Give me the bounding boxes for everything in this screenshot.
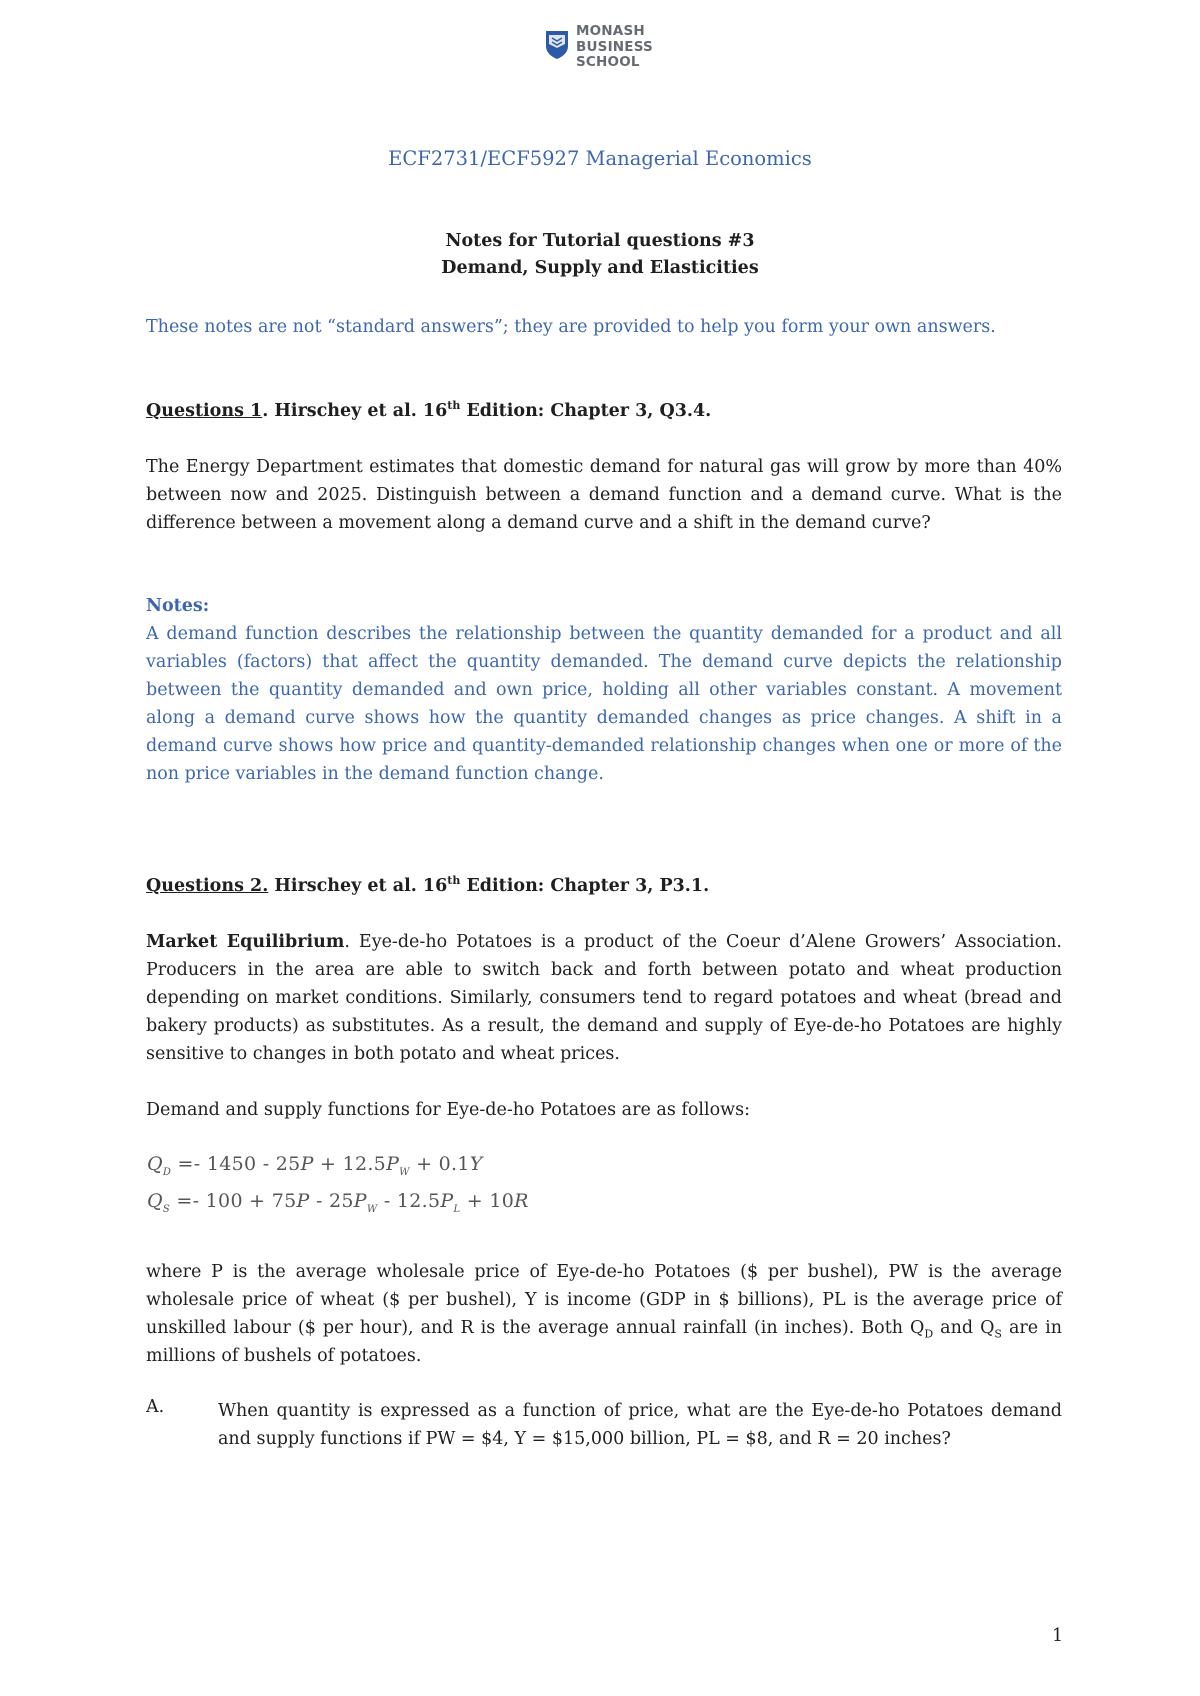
question-1-author: . Hirschey et al. 16 — [262, 401, 448, 421]
question-1-sup: th — [447, 399, 461, 413]
question-2-author: Hirschey et al. 16 — [268, 876, 448, 896]
question-1-label: Questions 1 — [146, 401, 263, 421]
notes-label: Notes: — [146, 596, 210, 616]
item-a-text: When quantity is expressed as a function of price, what are the Eye-de-ho Potatoes demand and supply functions if PW = $4, Y = $15,000 billion, PL = $8, and R = 20 inches? — [218, 1401, 1062, 1449]
functions-intro: Demand and supply functions for Eye-de-ho Potatoes are as follows: — [146, 1100, 750, 1120]
question-1-heading — [146, 397, 1062, 425]
course-title: ECF2731/ECF5927 Managerial Economics — [388, 147, 812, 170]
question-2-heading — [146, 872, 1062, 900]
supply-equation: $Q_S =- 100 + 75P - 25P_W - 12.5P_L + 10R$ — [147, 1190, 529, 1215]
monash-logo — [545, 24, 653, 71]
question-2-label: Questions 2. — [146, 876, 269, 896]
question-2-sup: th — [447, 874, 461, 888]
demand-equation: $Q_D =- 1450 - 25P + 12.5P_W + 0.1Y$ — [147, 1153, 483, 1178]
disclaimer: These notes are not “standard answers”; they are provided to help you form your own answers. — [146, 317, 996, 337]
question-1-source: Edition: Chapter 3, Q3.4. — [460, 401, 712, 421]
notes-text: A demand function describes the relationship between the quantity demanded for a product and all variables (factors) that affect the quantity demanded. The demand curve depicts the relationship between the quantity demanded and own price, holding all other variables constant. A movement along a demand curve shows how the quantity demanded changes as price changes. A shift in a demand curve shows how price and quantity-demanded relationship changes when one or more of the non price variables in the demand function change. — [146, 624, 1062, 784]
notes-title: Notes for Tutorial questions #3 — [445, 231, 755, 251]
question-1-text: The Energy Department estimates that domestic demand for natural gas will grow by more than 40% between now and 2025. Distinguish between a demand function and a demand curve. What is the difference between a movement along a demand curve and a shift in the demand curve? — [146, 457, 1062, 533]
variable-definitions: where P is the average wholesale price of Eye-de-ho Potatoes ($ per bushel), PW is the average wholesale price of wheat ($ per bushel), Y is income (GDP in $ billions), PL is the average price of unskilled labour ($ per hour), and R is the average annual rainfall (in inches). Both $Q_D$ and $Q_S$ are in millions of bushels of potatoes. — [146, 1262, 1062, 1366]
question-2-source: Edition: Chapter 3, P3.1. — [460, 876, 710, 896]
item-a-label: A. — [146, 1397, 165, 1417]
shield-icon — [545, 30, 569, 60]
question-2-intro-text: . Eye-de-ho Potatoes is a product of the Coeur d’Alene Growers’ Association. Producers in the area are able to switch back and forth between potato and wheat production depending on market conditions. Similarly, consumers tend to regard potatoes and wheat (bread and bakery products) as substitutes. As a result, the demand and supply of Eye-de-ho Potatoes are highly sensitive to changes in both potato and wheat prices. — [146, 932, 1062, 1064]
topic-title: Demand, Supply and Elasticities — [441, 258, 759, 278]
logo-line-3: SCHOOL — [576, 54, 640, 70]
market-equilibrium-label: Market Equilibrium — [146, 932, 345, 952]
page-number: 1 — [1052, 1626, 1064, 1646]
question-2-intro — [146, 928, 1062, 1068]
logo-wordmark — [576, 24, 653, 71]
logo-line-1: MONASH — [576, 23, 645, 39]
logo-line-2: BUSINESS — [576, 38, 653, 55]
